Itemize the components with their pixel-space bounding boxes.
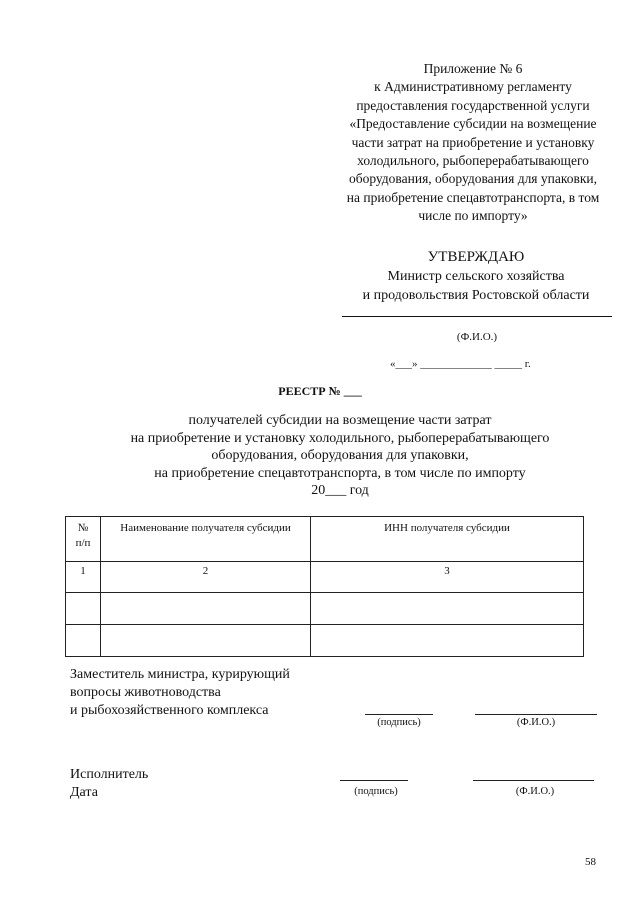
approval-heading: УТВЕРЖДАЮ <box>427 249 525 265</box>
table-cell[interactable] <box>101 593 311 625</box>
table-row <box>66 562 584 593</box>
table-cell: 3 <box>311 562 584 593</box>
appendix-line: Приложение № 6 <box>423 61 523 76</box>
appendix-line: оборудования, оборудования для упаковки, <box>348 171 598 187</box>
appendix-header <box>318 60 628 226</box>
deputy-minister-label <box>70 666 290 720</box>
executor-fio-line <box>473 780 594 781</box>
subtitle-line: на приобретение спецавтотранспорта, в том числе по импорту <box>154 465 526 481</box>
registry-title: РЕЕСТР № ___ <box>278 384 362 398</box>
subtitle-line: оборудования, оборудования для упаковки, <box>211 448 469 464</box>
subtitle-year: 20___ год <box>311 483 369 499</box>
appendix-line: холодильного, рыбоперерабатывающего <box>357 153 589 169</box>
page-number: 58 <box>585 856 596 868</box>
executor-signature-caption: (подпись) <box>354 786 398 797</box>
col-header-inn: ИНН получателя субсидии <box>311 517 584 562</box>
registry-subtitle <box>60 412 620 500</box>
approval-fio-caption: (Ф.И.О.) <box>456 331 498 343</box>
deputy-line: и рыбохозяйственного комплекса <box>70 703 269 718</box>
appendix-line: «Предоставление субсидии на возмещение <box>349 116 597 132</box>
table-cell[interactable] <box>66 593 101 625</box>
registry-table <box>65 516 584 657</box>
deputy-fio-caption: (Ф.И.О.) <box>516 717 556 728</box>
col-header-name: Наименование получателя субсидии <box>101 517 311 562</box>
approval-line: Министр сельского хозяйства <box>387 269 565 284</box>
subtitle-line: получателей субсидии на возмещение части затрат <box>188 413 492 428</box>
col-header-number: № п/п <box>66 517 101 562</box>
appendix-line: на приобретение спецавтотранспорта, в том <box>346 189 600 205</box>
table-header-row <box>66 517 584 562</box>
table-row <box>66 593 584 625</box>
executor-signature-line <box>340 780 408 781</box>
deputy-line: Заместитель министра, курирующий <box>70 667 290 682</box>
appendix-line: к Административному регламенту <box>374 79 572 95</box>
table-cell: 2 <box>101 562 311 593</box>
table-cell[interactable] <box>66 625 101 657</box>
appendix-line: предоставления государственной услуги <box>356 97 590 113</box>
approval-block <box>340 248 612 305</box>
table-cell[interactable] <box>101 625 311 657</box>
deputy-line: вопросы животноводства <box>70 685 221 700</box>
subtitle-line: на приобретение и установку холодильного, рыбоперерабатывающего <box>130 430 550 446</box>
appendix-line: числе по импорту» <box>418 208 528 224</box>
deputy-signature-line <box>365 714 433 715</box>
table-cell[interactable] <box>311 593 584 625</box>
executor-label: Исполнитель <box>70 767 149 782</box>
deputy-signature-caption: (подпись) <box>377 717 421 728</box>
table-cell[interactable] <box>311 625 584 657</box>
appendix-line: части затрат на приобретение и установку <box>351 134 595 150</box>
table-row <box>66 625 584 657</box>
approval-line: и продовольствия Ростовской области <box>362 288 590 303</box>
date-label: Дата <box>70 785 98 800</box>
table-cell: 1 <box>66 562 101 593</box>
deputy-fio-line <box>475 714 597 715</box>
approval-date-line: «___» _____________ _____ г. <box>390 358 531 370</box>
approval-signature-line <box>342 316 612 317</box>
executor-fio-caption: (Ф.И.О.) <box>515 786 555 797</box>
